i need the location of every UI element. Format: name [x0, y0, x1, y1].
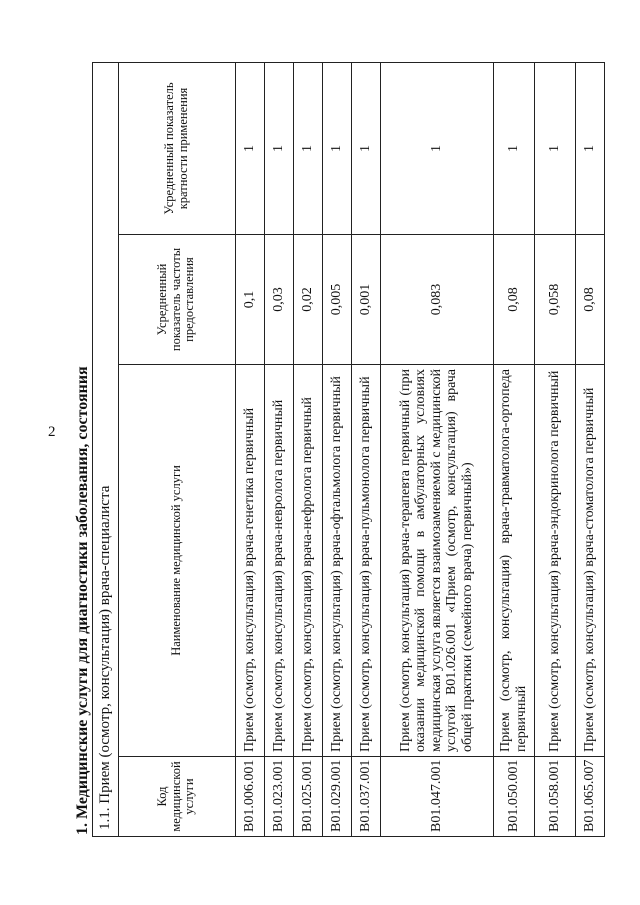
table-row — [293, 63, 322, 837]
service-code: B01.025.001 — [293, 757, 322, 837]
table-row — [235, 63, 264, 837]
service-name: Прием (осмотр, консультация) врача-невролога первичный — [264, 365, 293, 757]
frequency-value: 0,03 — [264, 235, 293, 365]
service-code: B01.006.001 — [235, 757, 264, 837]
header-frequency: Усредненный показатель частоты предоставления — [118, 235, 235, 365]
table-row — [493, 63, 534, 837]
service-code: B01.065.007 — [575, 757, 604, 837]
medical-services-table — [92, 62, 605, 837]
service-code: B01.047.001 — [380, 757, 493, 837]
service-name: Прием (осмотр, консультация) врача-нефролога первичный — [293, 365, 322, 757]
table-row — [322, 63, 351, 837]
service-code: B01.029.001 — [322, 757, 351, 837]
table-row — [351, 63, 380, 837]
header-name: Наименование медицинской услуги — [118, 365, 235, 757]
frequency-value: 0,08 — [575, 235, 604, 365]
frequency-value: 0,1 — [235, 235, 264, 365]
service-name: Прием (осмотр, консультация) врача-пульмонолога первичный — [351, 365, 380, 757]
frequency-value: 0,001 — [351, 235, 380, 365]
table-header-row — [118, 63, 235, 837]
frequency-value: 0,02 — [293, 235, 322, 365]
multiplicity-value: 1 — [380, 63, 493, 235]
table-row — [575, 63, 604, 837]
service-name: Прием (осмотр, консультация) врача-стоматолога первичный — [575, 365, 604, 757]
multiplicity-value: 1 — [322, 63, 351, 235]
subsection-title: 1.1. Прием (осмотр, консультация) врача-специалиста — [93, 63, 119, 837]
service-code: B01.058.001 — [534, 757, 575, 837]
table-row — [264, 63, 293, 837]
multiplicity-value: 1 — [264, 63, 293, 235]
subsection-row — [93, 63, 119, 837]
table-row — [534, 63, 575, 837]
service-code: B01.050.001 — [493, 757, 534, 837]
header-code: Код медицинской услуги — [118, 757, 235, 837]
multiplicity-value: 1 — [293, 63, 322, 235]
frequency-value: 0,08 — [493, 235, 534, 365]
section-heading: 1. Медицинские услуги для диагностики заболевания, состояния — [74, 366, 91, 835]
service-name: Прием (осмотр, консультация) врача-травматолога-ортопеда первичный — [493, 365, 534, 757]
header-multiplicity: Усредненный показатель кратности применения — [118, 63, 235, 235]
multiplicity-value: 1 — [534, 63, 575, 235]
service-name: Прием (осмотр, консультация) врача-эндокринолога первичный — [534, 365, 575, 757]
frequency-value: 0,005 — [322, 235, 351, 365]
multiplicity-value: 1 — [493, 63, 534, 235]
multiplicity-value: 1 — [351, 63, 380, 235]
multiplicity-value: 1 — [235, 63, 264, 235]
service-code: B01.037.001 — [351, 757, 380, 837]
service-code: B01.023.001 — [264, 757, 293, 837]
service-name: Прием (осмотр, консультация) врача-офтальмолога первичный — [322, 365, 351, 757]
multiplicity-value: 1 — [575, 63, 604, 235]
frequency-value: 0,083 — [380, 235, 493, 365]
frequency-value: 0,058 — [534, 235, 575, 365]
service-name: Прием (осмотр, консультация) врача-терапевта первичный (при оказании медицинской помощи в амбулаторных условиях медицинская услуга является взаимозаменяемой с медицинской услугой B01.026.001 «Прием (осмотр, консультация) врача общей практики (семейного врача) первичный») — [380, 365, 493, 757]
service-name: Прием (осмотр, консультация) врача-генетика первичный — [235, 365, 264, 757]
page-number: 2 — [48, 424, 56, 440]
table-row — [380, 63, 493, 837]
